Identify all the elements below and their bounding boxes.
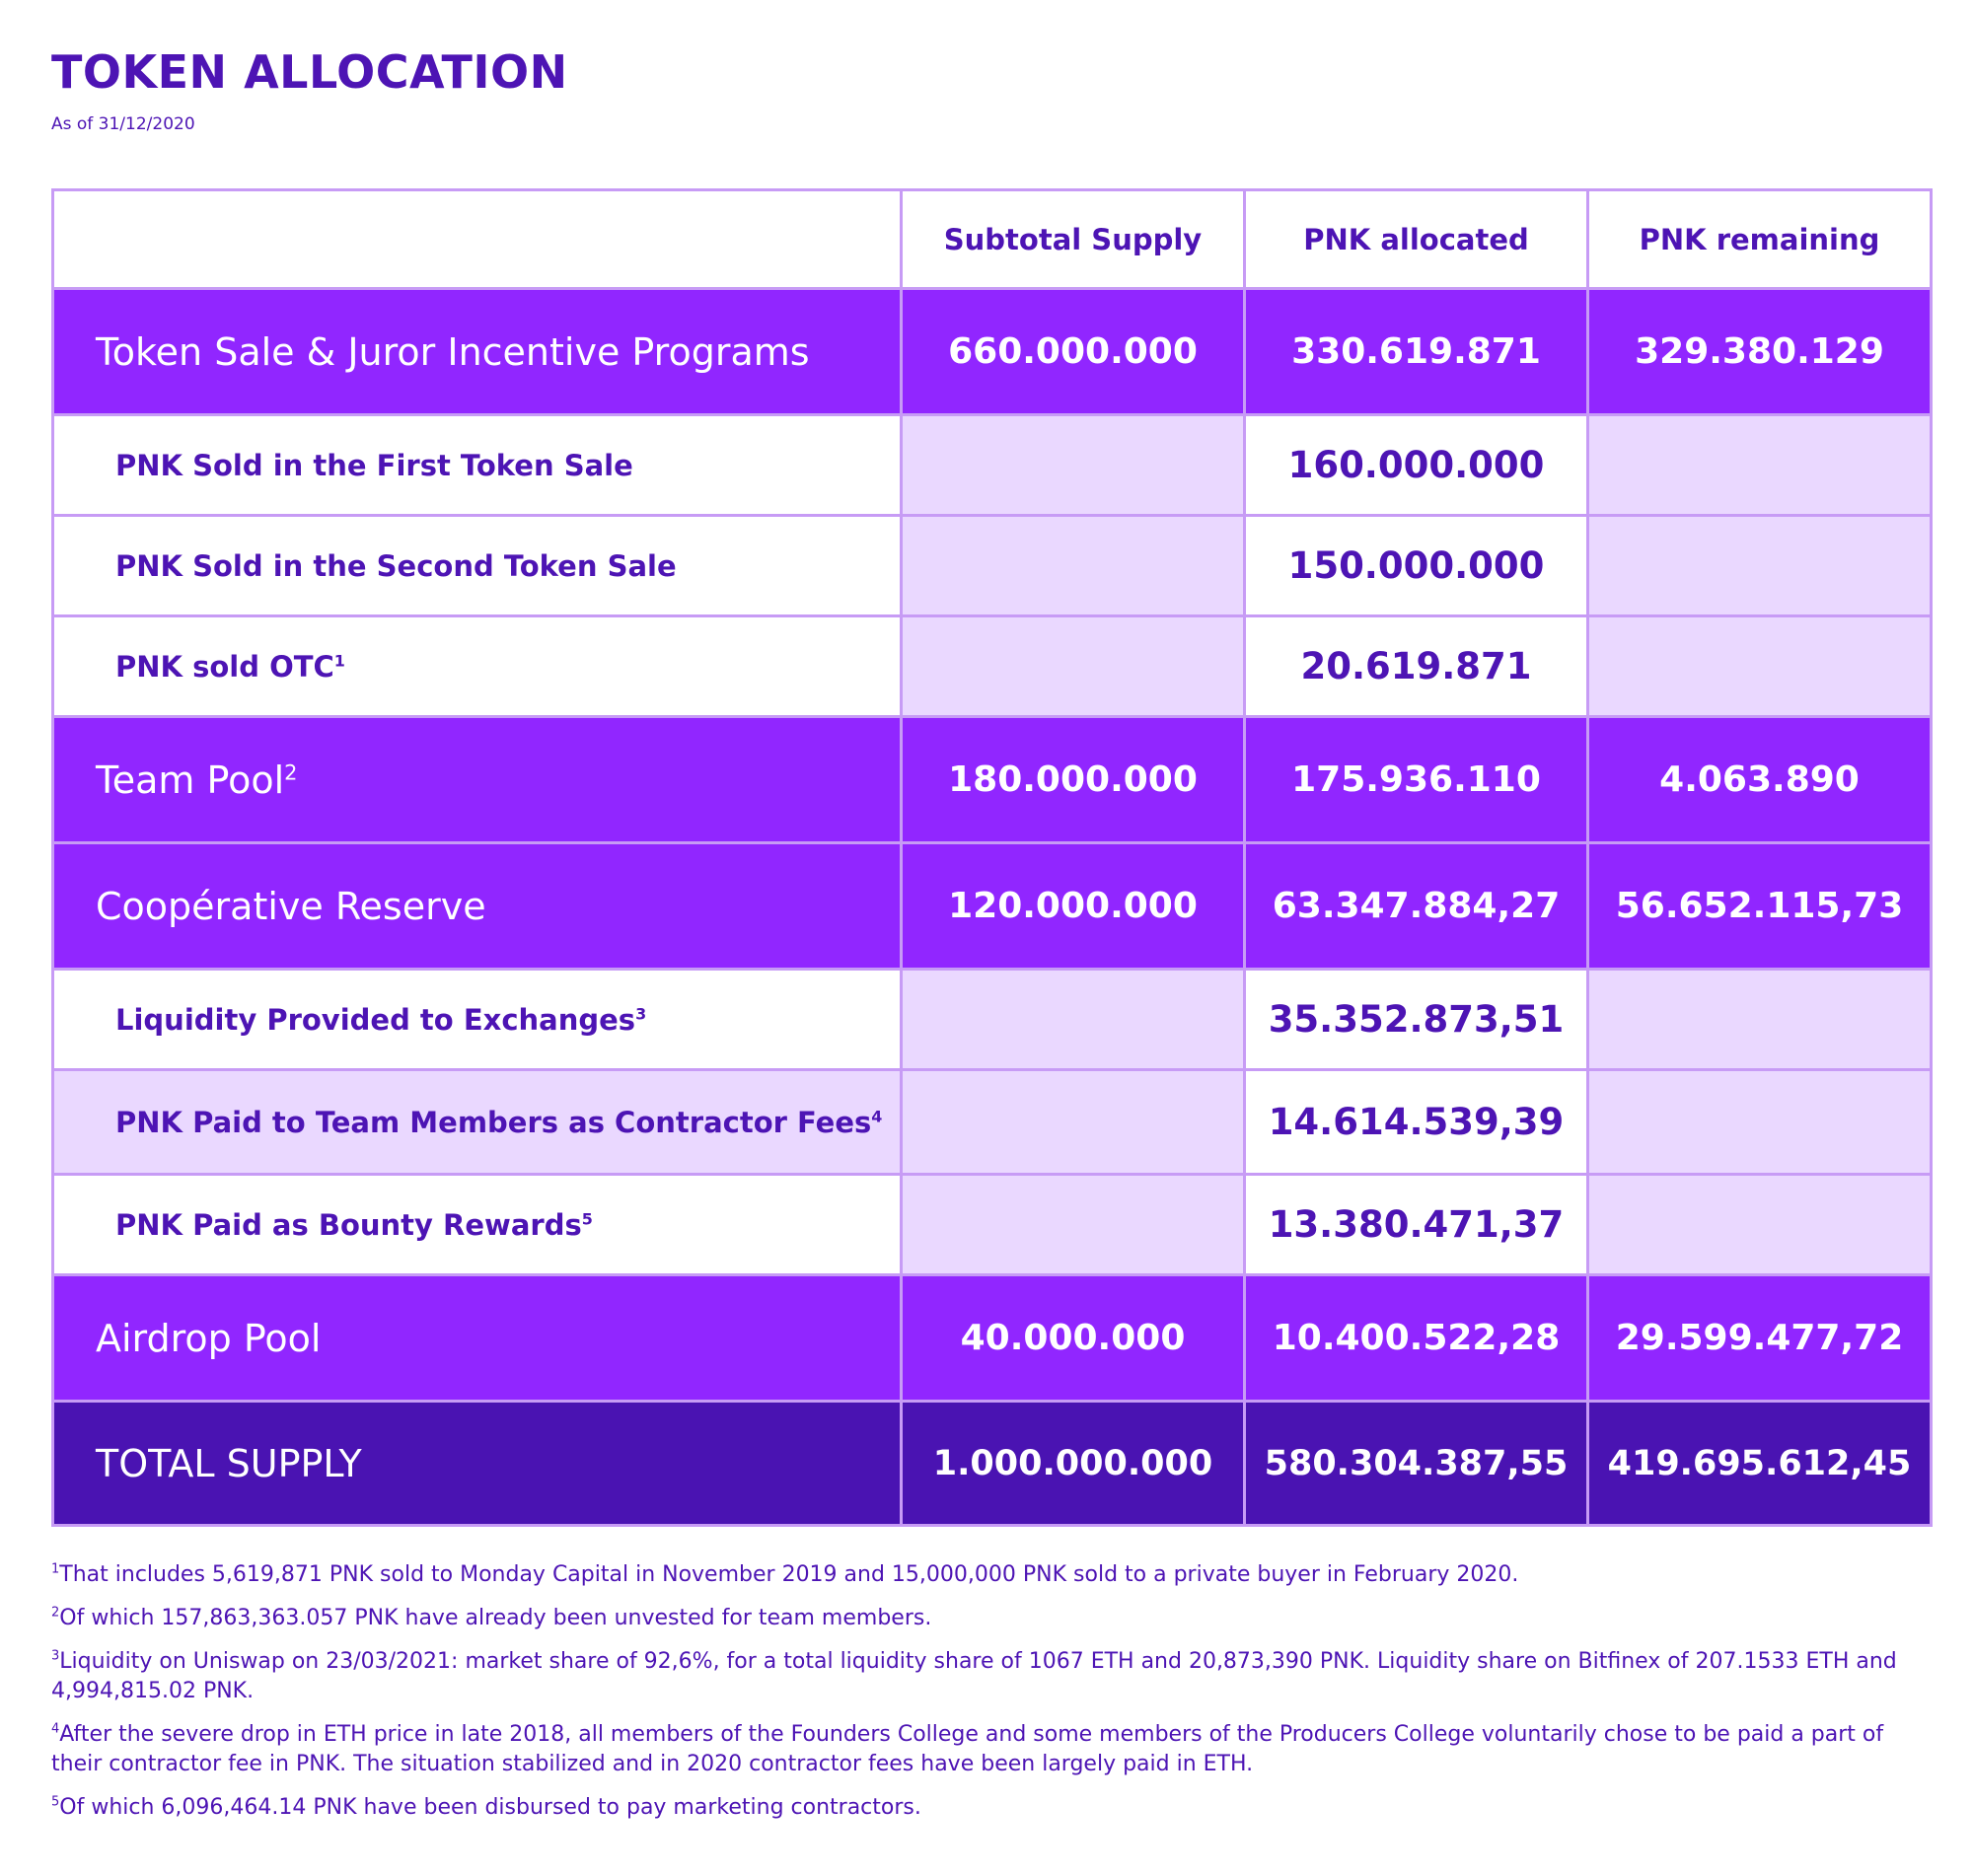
row-label (53, 516, 902, 616)
empty-cell (902, 516, 1245, 616)
empty-cell (902, 415, 1245, 516)
row-label-text: PNK Paid as Bounty Rewards (115, 1207, 582, 1242)
footnote-number: 4 (51, 1721, 60, 1737)
empty-cell (1588, 1175, 1932, 1275)
footnote-ref: 3 (635, 1003, 647, 1023)
empty-cell (902, 970, 1245, 1070)
remaining-cell: 56.652.115,73 (1588, 843, 1932, 970)
row-label-text: Token Sale & Juror Incentive Programs (96, 329, 810, 374)
row-label-text: Team Pool (96, 758, 285, 802)
footnote-ref: 5 (581, 1208, 593, 1228)
footnotes (51, 1560, 1926, 1837)
row-label (53, 289, 902, 415)
footnote-number: 3 (51, 1648, 60, 1664)
allocated-cell: 175.936.110 (1245, 717, 1588, 843)
footnote-3 (51, 1647, 1926, 1706)
row-label-text: PNK Sold in the Second Token Sale (115, 548, 677, 583)
table-row-first-token-sale (53, 415, 1932, 516)
table-header-row (53, 190, 1932, 289)
footnote-5 (51, 1793, 1926, 1823)
row-label (53, 843, 902, 970)
row-label (53, 1402, 902, 1526)
table-row-bounty-rewards (53, 1175, 1932, 1275)
row-label (53, 1175, 902, 1275)
row-label-text: PNK Paid to Team Members as Contractor Fees (115, 1105, 872, 1139)
empty-cell (902, 1175, 1245, 1275)
table-row-contractor-fees (53, 1070, 1932, 1175)
table-row-airdrop-pool (53, 1275, 1932, 1402)
footnote-ref: 1 (333, 650, 345, 670)
footnote-text: Liquidity on Uniswap on 23/03/2021: market share of 92,6%, for a total liquidity share of 1067 ETH and 20,873,390 PNK. Liquidity share on Bitfinex of 207.1533 ETH and 4,994,815.02 PNK. (51, 1649, 1897, 1703)
allocated-cell: 330.619.871 (1245, 289, 1588, 415)
footnote-ref: 4 (871, 1106, 883, 1125)
table-row-liquidity (53, 970, 1932, 1070)
allocated-cell: 150.000.000 (1245, 516, 1588, 616)
empty-cell (902, 1070, 1245, 1175)
table-row-sold-otc (53, 616, 1932, 717)
allocated-cell: 35.352.873,51 (1245, 970, 1588, 1070)
allocated-cell: 20.619.871 (1245, 616, 1588, 717)
footnote-text: Of which 6,096,464.14 PNK have been disbursed to pay marketing contractors. (59, 1795, 921, 1820)
subtotal-cell: 120.000.000 (902, 843, 1245, 970)
row-label-text: Airdrop Pool (96, 1316, 322, 1360)
footnote-ref: 2 (284, 759, 298, 784)
remaining-cell: 4.063.890 (1588, 717, 1932, 843)
remaining-cell: 419.695.612,45 (1588, 1402, 1932, 1526)
subtotal-cell: 1.000.000.000 (902, 1402, 1245, 1526)
table-row-token-sale (53, 289, 1932, 415)
remaining-cell: 329.380.129 (1588, 289, 1932, 415)
column-header-subtotal-supply: Subtotal Supply (902, 190, 1245, 289)
footnote-number: 2 (51, 1605, 60, 1621)
allocated-cell: 63.347.884,27 (1245, 843, 1588, 970)
column-header-pnk-remaining: PNK remaining (1588, 190, 1932, 289)
subtotal-cell: 180.000.000 (902, 717, 1245, 843)
row-label-text: Coopérative Reserve (96, 884, 486, 928)
empty-cell (1588, 1070, 1932, 1175)
empty-cell (1588, 970, 1932, 1070)
allocated-cell: 14.614.539,39 (1245, 1070, 1588, 1175)
allocated-cell: 580.304.387,55 (1245, 1402, 1588, 1526)
token-allocation-table (51, 188, 1933, 1527)
table-row-total-supply (53, 1402, 1932, 1526)
row-label (53, 970, 902, 1070)
empty-cell (1588, 415, 1932, 516)
row-label (53, 717, 902, 843)
as-of-date: As of 31/12/2020 (51, 114, 195, 134)
row-label-text: Liquidity Provided to Exchanges (115, 1002, 636, 1037)
column-header-pnk-allocated: PNK allocated (1245, 190, 1588, 289)
row-label-text: PNK sold OTC (115, 649, 334, 684)
allocated-cell: 10.400.522,28 (1245, 1275, 1588, 1402)
row-label (53, 1070, 902, 1175)
footnote-text: After the severe drop in ETH price in late 2018, all members of the Founders College and some members of the Producers College voluntarily chose to be paid a part of their contractor fee in PNK. The situation stabilized and in 2020 contractor fees have been largely paid in ETH. (51, 1722, 1884, 1776)
table-row-team-pool (53, 717, 1932, 843)
footnote-number: 5 (51, 1794, 60, 1810)
allocated-cell: 13.380.471,37 (1245, 1175, 1588, 1275)
table-row-cooperative-reserve (53, 843, 1932, 970)
empty-cell (1588, 516, 1932, 616)
footnote-number: 1 (51, 1561, 60, 1577)
row-label (53, 1275, 902, 1402)
subtotal-cell: 40.000.000 (902, 1275, 1245, 1402)
footnote-1 (51, 1560, 1926, 1590)
footnote-text: Of which 157,863,363.057 PNK have already been unvested for team members. (59, 1606, 932, 1630)
table-row-second-token-sale (53, 516, 1932, 616)
page-title: TOKEN ALLOCATION (51, 45, 568, 99)
footnote-4 (51, 1720, 1926, 1779)
footnote-text: That includes 5,619,871 PNK sold to Monday Capital in November 2019 and 15,000,000 PNK sold to a private buyer in February 2020. (59, 1562, 1519, 1587)
row-label-text: PNK Sold in the First Token Sale (115, 448, 633, 482)
row-label (53, 616, 902, 717)
subtotal-cell: 660.000.000 (902, 289, 1245, 415)
remaining-cell: 29.599.477,72 (1588, 1275, 1932, 1402)
footnote-2 (51, 1604, 1926, 1633)
row-label-text: TOTAL SUPPLY (96, 1441, 362, 1485)
empty-cell (902, 616, 1245, 717)
column-header (53, 190, 902, 289)
allocated-cell: 160.000.000 (1245, 415, 1588, 516)
empty-cell (1588, 616, 1932, 717)
row-label (53, 415, 902, 516)
